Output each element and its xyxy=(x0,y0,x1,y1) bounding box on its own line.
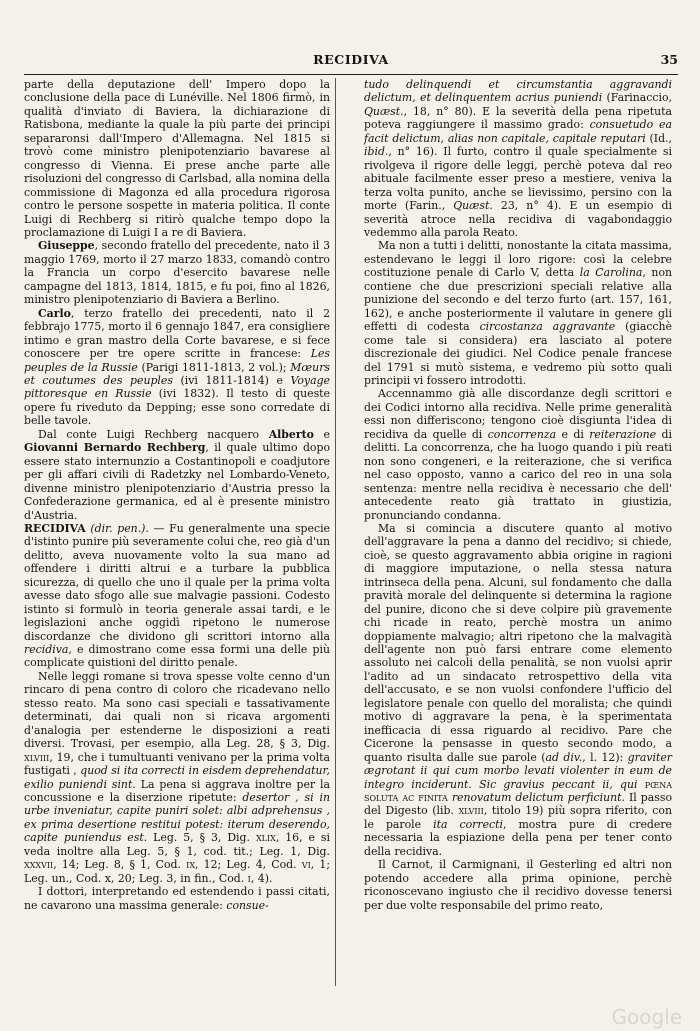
text-run: renovatum delictum perficiunt. xyxy=(451,791,625,805)
text-run: tudo delinquendi et circumstantia aggravandi delictum, et delinquentem acrius puniendi xyxy=(364,78,672,105)
text-run: Les peuples de la Russie xyxy=(24,347,330,374)
text-run: recidiva xyxy=(24,643,69,657)
running-header xyxy=(24,52,678,70)
text-run: — Fu generalmente una specie d'istinto punire più severamente colui che, reo già d'un delitto, aveva nuovamente volto la sua mano ad offendere i diritti altrui e a turbare la pubblica sicurezza, di quello che uno il quale per la prima volta avesse dato sfogo alle sue malvagie passioni. Codesto istinto si formulò in teoria generale assai tardi, e le legislazioni anche oggidì ripetono le numerose discordanze che dividono gli scrittori intorno alla xyxy=(24,521,330,643)
text-run: , non contiene che due prescrizioni speciali relative alla punizione del secondo e del terzo furto (art. 157, 161, 162), e anche posteriormente il valutare in genere gli effetti di codesta xyxy=(364,266,673,334)
text-run: xxxvii xyxy=(24,858,54,872)
text-run: Ma si comincia a discutere quanto al motivo dell'aggravare la pena a danno del recidivo; si chiede, cioè, se questo aggravamento abbia origine in ragioni di maggiore imputazione, o nella stessa natura intrinseca della pena. Alcuni, sul fondamento che dalla pravità morale del delinquente si determina la ragione del punire, dicono che si deve colpire più gravemente chi ricade in reato, perchè mostra un animo doppiamente malvagio; altri ripetono che la malvagità dell'agente non può farsi entrare come elemento assoluto nei calcoli della penalità, se non vuolsi aprir l'adito ad un sindacato retrospettivo della vita dell'accusato, e se non vuolsi confondere l'ufficio del legislatore penale con quello del moralista; che quindi motivo di aggravare la pena, è la sperimentata inefficacia di essa riguardo al recidivo. Pare che Cicerone la pensasse in questo secondo modo, a quanto risulta dalle sue parole ( xyxy=(364,521,672,764)
text-run: la Carolina xyxy=(579,266,643,280)
text-run: xlviii xyxy=(458,804,484,818)
text-run: consuetudo ea facit delictum, alias non capitale, capitale reputari xyxy=(364,118,672,145)
column-divider xyxy=(335,78,336,986)
text-run: (giacchè come tale si considera) era lasciato al potere discrezionale dei giudici. Nel Codice penale francese del 1791 si mutò sistema, e vedremo più sotto quali principii vi fossero introdotti. xyxy=(364,320,672,387)
text-run: Carlo xyxy=(38,306,71,320)
text-run: , secondo fratello del precedente, nato il 3 maggio 1769, morto il 27 marzo 1833, comandò contro la Francia un corpo d'esercito bavarese nelle campagne del 1813, 1814, 1815, e fu poi, fino al 1826, ministro plenipotenziario di Baviera a Berlino. xyxy=(24,239,330,307)
text-run: xlix xyxy=(255,831,276,845)
text-run: (Parigi 1811-1813, 2 vol.); xyxy=(137,360,291,374)
paragraph xyxy=(24,885,330,912)
text-run: Ma non a tutti i delitti, nonostante la citata massima, estendevano le leggi il loro rigore: così la celebre costituzione penale di Carlo V, detta xyxy=(364,239,672,280)
paragraph xyxy=(24,78,330,239)
text-run: , n° 16). Il furto, contro il quale specialmente si rivolgeva il rigore delle leggi, perchè poteva dal reo abituale facilmente esser preso a mestiere, veniva la terza volta punito, anche se lievissimo, persino con la morte (Farin., xyxy=(364,145,672,213)
text-run: , 14; Leg. 8, § 1, Cod. xyxy=(53,858,187,872)
text-run: Giovanni Bernardo Rechberg xyxy=(24,441,206,455)
text-run: , 18, n° 80). E la severità della pena ripetuta poteva raggiungere il massimo grado: xyxy=(364,104,672,132)
text-run: , 4). xyxy=(250,871,273,885)
text-run: 23, n° 4). E un esempio di severità atroce nella recidiva di vagabondaggio vedemmo alla parola Reato. xyxy=(364,199,672,239)
text-run: desertor , si in urbe inveniatur, capite puniri solet: albi adprehensus , ex prima desertione restitui potest: iterum deserendo, capite puniendus est. xyxy=(24,791,330,845)
text-run: e xyxy=(313,427,330,441)
text-run: circostanza aggravante xyxy=(479,320,616,334)
text-run: , 12; Leg. 4, Cod. xyxy=(195,858,302,872)
text-run: , 16, e si veda inoltre alla Leg. 5, § 1, cod. tit.; Leg. 1, Dig. xyxy=(24,831,330,858)
text-run: e di xyxy=(556,427,590,441)
text-run: (ivi 1811-1814) e xyxy=(172,373,291,387)
page-number: 35 xyxy=(660,52,678,67)
text-run: Quæst. xyxy=(364,104,404,118)
paragraph xyxy=(24,670,330,885)
text-run: Il passo del Digesto (lib. xyxy=(364,791,672,818)
text-run: Voyage pittoresque en Russie xyxy=(24,373,330,401)
text-run: di delitti. La concorrenza, che ha luogo quando i più reati non sono congeneri, e la reiterazione, che si verifica nel caso opposto, vanno a carico del reo in una sola sentenza: mentre nella recidiva è necessario che dell' antecedente reato già trattato in giustizia, pronunciando condanna. xyxy=(364,427,672,522)
text-run: Giuseppe xyxy=(38,239,95,253)
text-run: ad div. xyxy=(545,750,583,764)
text-run: Accennammo già alle discordanze degli scrittori e dei Codici intorno alla recidiva. Nelle prime generalità essi non differiscono; tengono cioè disgiunta l'idea di recidiva da quelle di xyxy=(364,387,672,441)
text-run: consue- xyxy=(226,898,269,912)
text-run: ix xyxy=(186,858,196,872)
text-run: , l. 12): xyxy=(582,750,628,764)
text-run: , terzo fratello dei precedenti, nato il 2 febbrajo 1775, morto il 6 gennajo 1847, era consigliere intimo e gran mastro della Corte bavarese, e si fece conoscere per tre opere scritte in francese: xyxy=(24,306,330,361)
text-run: xlviii xyxy=(24,750,50,764)
text-run: Leg. 5, § 3, Dig. xyxy=(147,831,256,845)
text-run: Nelle leggi romane si trova spesse volte cenno d'un rincaro di pena contro di coloro che ricadevano nello stesso reato. Ma sono casi speciali e tassativamente determinati, dai quali non si ricava argomenti d'analogia per estenderne le disposizioni a reati diversi. Trovasi, per esempio, alla Leg. 28, § 3, Dig. xyxy=(24,669,330,751)
text-run: (dir. pen.). xyxy=(85,521,149,535)
text-run: (Farinaccio, xyxy=(602,91,672,105)
paragraph xyxy=(364,387,672,522)
text-run: Alberto xyxy=(268,427,314,441)
text-run: reiterazione xyxy=(589,427,657,441)
text-run: (Id., xyxy=(645,131,672,145)
paragraph xyxy=(364,858,672,912)
right-column xyxy=(364,78,672,912)
text-run: i xyxy=(247,871,251,885)
text-run: RECIDIVA xyxy=(24,521,86,535)
running-title: RECIDIVA xyxy=(313,52,389,67)
paragraph xyxy=(24,522,330,670)
paragraph xyxy=(364,78,672,239)
text-run: , mostra pure di credere necessaria la espiazione della pena per tener conto della recidiva. xyxy=(364,817,672,858)
text-run: Dal conte Luigi Rechberg nacquero xyxy=(38,427,269,441)
text-run: (ivi 1832). Il testo di queste opere fu riveduto da Depping; esse sono corredate di belle tavole. xyxy=(24,387,330,428)
text-run: vi xyxy=(301,858,311,872)
text-run: , 19, che i tumultuanti venivano per la prima volta fustigati , xyxy=(24,750,330,778)
left-column xyxy=(24,78,330,912)
text-run: La pena si aggrava inoltre per la concussione e la diserzione ripetute: xyxy=(24,777,330,805)
text-run: , e dimostrano come essa formi una delle più complicate quistioni del diritto penale. xyxy=(24,643,330,670)
paragraph xyxy=(364,239,672,387)
text-run: Mœurs et coutumes des peuples xyxy=(24,360,330,387)
text-run: Quæst. xyxy=(453,199,493,213)
text-run: I dottori, interpretando ed estendendo i passi citati, ne cavarono una massima generale: xyxy=(24,885,330,912)
text-run: graviter ægrotant ii qui cum morbo levati violenter in eum de integro inciderunt. Sic gravius peccant ii, qui xyxy=(364,750,673,791)
text-run: ibid. xyxy=(364,145,389,159)
text-run: parte della deputazione dell' Impero dopo la conclusione della pace di Lunéville. Nel 1806 firmò, in qualità d'inviato di Baviera, la dichiarazione di Ratisbona, mediante la quale la più parte dei principi separaronsi dall'Impero d'Allemagna. Nel 1815 si trovò come ministro plenipotenziario bavarese al congresso di Vienna. Ei prese anche parte alle risoluzioni del congresso di Carlsbad, alla nomina della commissione di Magonza ed alla procedura rigorosa contro le persone sospette in materia politica. Il conte Luigi di Rechberg si ritirò qualche tempo dopo la proclamazione di Luigi I a re di Baviera. xyxy=(24,78,330,239)
paragraph xyxy=(24,239,330,306)
watermark-logo: Google xyxy=(611,1005,682,1029)
text-run: , 1; Leg. un., Cod. x, 20; Leg. 3, in fin., Cod. xyxy=(24,858,330,885)
text-run: pœna soluta ac finita xyxy=(364,777,672,805)
text-run: ita correcti xyxy=(433,817,503,831)
paragraph xyxy=(364,522,672,858)
text-run: , titolo 19) più sopra riferito, con le parole xyxy=(364,804,672,831)
text-run: quod si ita correcti in eisdem deprehendatur, exilio puniendi sint. xyxy=(24,764,331,791)
paragraph xyxy=(24,307,330,428)
header-rule xyxy=(24,74,678,75)
text-run: Il Carnot, il Carmignani, il Gesterling ed altri non potendo accedere alla prima opinione, perchè riconoscevano ingiusto che il recidivo dovesse tenersi per due volte responsabile del primo reato, xyxy=(364,858,672,912)
paragraph xyxy=(24,428,330,522)
text-run: concorrenza xyxy=(487,427,557,441)
text-run xyxy=(637,778,644,791)
text-run: , il quale ultimo dopo essere stato internunzio a Costantinopoli e coadjutore per gli affari civili di Radetzky nel Lombardo-Veneto, divenne ministro plenipotenziario d'Austria presso la Confederazione germanica, ed al è presente ministro d'Austria. xyxy=(24,441,330,522)
